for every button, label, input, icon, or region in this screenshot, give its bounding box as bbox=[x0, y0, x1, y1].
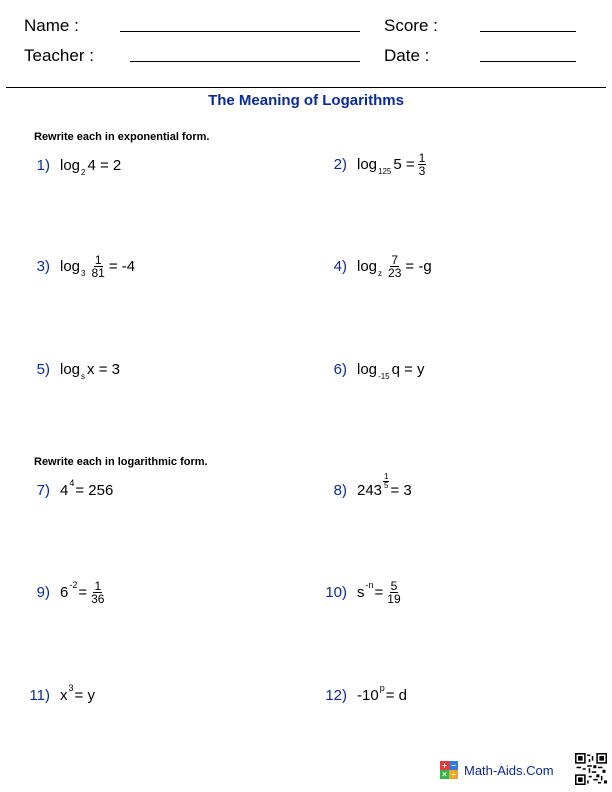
log-base: s bbox=[81, 372, 86, 381]
logarithmic-instructions: Rewrite each in logarithmic form. bbox=[34, 456, 208, 468]
problem-number: 6) bbox=[333, 361, 347, 378]
problem-2 bbox=[321, 152, 429, 177]
teacher-field-line[interactable] bbox=[130, 61, 360, 62]
expression-rest: = -4 bbox=[108, 258, 136, 275]
problem-10 bbox=[314, 580, 405, 605]
expression-rest: x = 3 bbox=[87, 361, 120, 378]
expression-rest: 4 = 2 bbox=[87, 157, 122, 174]
site-name: Math-Aids.Com bbox=[464, 762, 554, 778]
exponent: -2 bbox=[69, 579, 78, 590]
name-label: Name : bbox=[24, 16, 79, 35]
problem-7 bbox=[24, 477, 114, 499]
problem-8 bbox=[321, 472, 412, 499]
header-divider bbox=[6, 87, 606, 88]
name-field-line[interactable] bbox=[120, 31, 360, 32]
problem-12 bbox=[314, 682, 407, 704]
base-value: 4 bbox=[60, 482, 69, 499]
problem-6 bbox=[321, 361, 425, 381]
problem-number: 5) bbox=[36, 361, 50, 378]
expression-rest: = y bbox=[74, 687, 95, 704]
date-field-line[interactable] bbox=[480, 61, 576, 62]
qr-code-icon bbox=[575, 753, 607, 785]
problem-3 bbox=[24, 254, 135, 279]
fraction bbox=[386, 580, 401, 605]
base-value: -10 bbox=[357, 687, 379, 704]
problem-number: 3) bbox=[36, 258, 50, 275]
calculator-icon: + − × ÷ bbox=[440, 761, 458, 779]
denominator: 81 bbox=[91, 266, 105, 280]
problem-4 bbox=[321, 254, 432, 279]
log-base: 125 bbox=[378, 167, 392, 176]
log-text: log bbox=[60, 361, 81, 378]
denominator: 36 bbox=[91, 592, 105, 606]
problem-number: 2) bbox=[333, 156, 347, 173]
math-aids-logo[interactable] bbox=[440, 761, 554, 779]
fraction bbox=[418, 152, 427, 177]
problem-number: 11) bbox=[29, 687, 50, 704]
log-base: 3 bbox=[81, 269, 86, 278]
fraction bbox=[387, 254, 402, 279]
problem-9 bbox=[24, 580, 108, 605]
numerator: 1 bbox=[94, 579, 102, 593]
denominator: 3 bbox=[418, 164, 426, 178]
log-base: -15 bbox=[378, 372, 390, 381]
expression-rest: = -g bbox=[405, 258, 432, 275]
exponent: 3 bbox=[68, 682, 74, 693]
expression-rest: = bbox=[374, 584, 384, 601]
log-text: log bbox=[357, 156, 378, 173]
teacher-label: Teacher : bbox=[24, 46, 94, 65]
worksheet-title: The Meaning of Logarithms bbox=[208, 92, 404, 109]
numerator: 1 bbox=[384, 472, 389, 481]
numerator: 1 bbox=[418, 151, 426, 165]
log-base: 2 bbox=[81, 168, 86, 177]
expression-rest: = 256 bbox=[75, 482, 114, 499]
expression-rest: = 3 bbox=[390, 482, 412, 499]
base-value: x bbox=[60, 687, 68, 704]
score-label: Score : bbox=[384, 16, 438, 35]
problem-number: 12) bbox=[325, 687, 347, 704]
problem-number: 7) bbox=[36, 482, 50, 499]
problem-5 bbox=[24, 361, 120, 381]
log-text: log bbox=[60, 258, 81, 275]
problem-number: 4) bbox=[333, 258, 347, 275]
expression-rest: q = y bbox=[391, 361, 425, 378]
fraction bbox=[90, 254, 105, 279]
expression-rest: = d bbox=[385, 687, 407, 704]
denominator: 19 bbox=[387, 592, 401, 606]
log-base: z bbox=[378, 269, 383, 278]
score-field-line[interactable] bbox=[480, 31, 576, 32]
problem-number: 9) bbox=[36, 584, 50, 601]
denominator: 5 bbox=[384, 481, 389, 490]
exponential-instructions: Rewrite each in exponential form. bbox=[34, 131, 210, 143]
fraction-exponent bbox=[383, 473, 389, 490]
numerator: 7 bbox=[391, 253, 399, 267]
problem-1 bbox=[24, 157, 122, 177]
problem-number: 10) bbox=[325, 584, 347, 601]
expression-rest: = bbox=[78, 584, 88, 601]
date-label: Date : bbox=[384, 46, 430, 65]
exponent: 4 bbox=[69, 477, 75, 488]
problem-11 bbox=[18, 682, 95, 704]
numerator: 5 bbox=[390, 579, 398, 593]
numerator: 1 bbox=[94, 253, 102, 267]
log-text: log bbox=[60, 157, 81, 174]
problem-number: 1) bbox=[36, 157, 50, 174]
base-value: s bbox=[357, 584, 365, 601]
base-value: 6 bbox=[60, 584, 69, 601]
expression-rest: 5 = bbox=[393, 156, 415, 173]
log-text: log bbox=[357, 258, 378, 275]
fraction bbox=[90, 580, 105, 605]
log-text: log bbox=[357, 361, 378, 378]
exponent: -n bbox=[365, 579, 374, 590]
problem-number: 8) bbox=[333, 482, 347, 499]
denominator: 23 bbox=[388, 266, 402, 280]
exponent: p bbox=[379, 682, 385, 693]
base-value: 243 bbox=[357, 482, 383, 499]
